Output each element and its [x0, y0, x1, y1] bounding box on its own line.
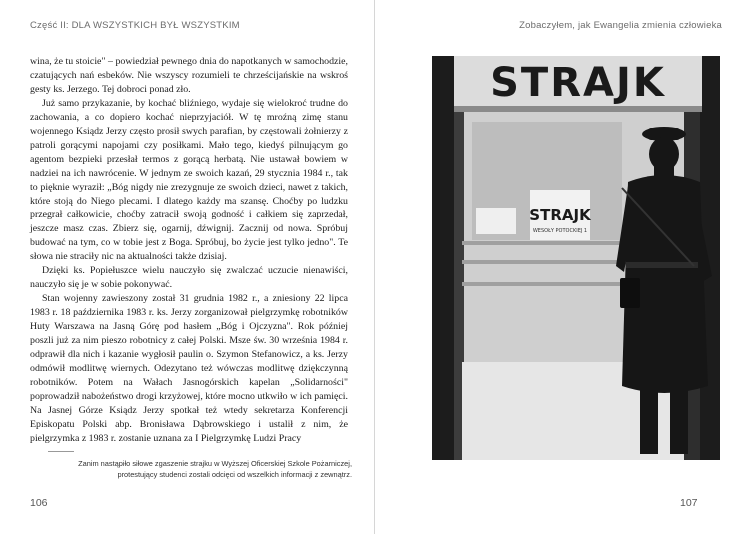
- running-head-right: Zobaczyłem, jak Ewangelia zmienia człowieka: [519, 20, 722, 31]
- photo-caption: Zanim nastąpiło siłowe zgaszenie strajku w Wyższej Oficerskiej Szkole Pożarniczej, protestujący studenci zostali odcięci od wszelkich informacji z zewnątrz.: [78, 459, 352, 479]
- body-text: [30, 55, 348, 446]
- caption-rule: [48, 451, 74, 452]
- soldier-belt: [626, 262, 698, 268]
- strike-photograph: [432, 56, 720, 460]
- notice-paper: [476, 208, 516, 234]
- door-sign-text: STRAJK: [529, 206, 591, 224]
- page-number-left: 106: [30, 497, 48, 509]
- window-frame: [454, 106, 702, 112]
- window-sign-text: STRAJK: [490, 60, 666, 106]
- paragraph: Już samo przykazanie, by kochać bliźniego, wydaje się wielokroć trudne do zachowania, a co dopiero kochać nieprzyjaciół. W tę mroźną zimę stanu wojennego Ksiądz Jerzy często prosił swych parafian, by częstowali żołnierzy z patroli gorącymi napojami czy posiłkami. Mało tego, kiedyś pilnującym go agentom bezpieki przesłał termos z gorącą herbatą. Nie ustawał bowiem w nadziei na ich nawrócenie. W jednym ze swoich kazań, 29 stycznia 1984 r., tak to pięknie wyraził: „Bóg nigdy nie zrezygnuje ze swoich dzieci, nawet z takich, które stoją do Niego plecami. I dlatego każdy ma szansę. Choćby po ludzku przegrał całkowicie, choćby zatracił swoją godność i całkiem się zaprzedał, jeszcze masz czas. Zbierz się, ogarnij, dźwignij. Zacznij od nowa. Spróbuj budować na tym, co w tobie jest z Boga. Spróbuj, bo życie jest tylko jedno". Te słowa nie straciły nic na aktualności także dzisiaj.: [30, 97, 348, 263]
- paragraph: Stan wojenny zawieszony został 31 grudnia 1982 r., a zniesiony 22 lipca 1983 r. 18 października 1983 r. ks. Jerzy zorganizował pielgrzymkę robotników Huty Warszawa na Jasną Górę pod hasłem „Bóg i Ojczyzna". Rok później poszli już za nim pieszo robotnicy z całej Polski. Msze św. 30 września 1984 r. odprawił dla nich i kazanie wygłosił paulin o. Szymon Stefanowicz, a ks. Jerzy odmówił modlitwę wiernych. Odezytano też wówczas modlitwę dziękczynną robotników. Potem na Wałach Jasnogórskich kapelan „Solidarności" poprowadził nabożeństwo drogi krzyżowej, które mocno utkwiło w ich pamięci. Na Jasnej Górze Ksiądz Jerzy spotkał też wtedy sekretarza Konferencji Episkopatu Polski abp. Bronisława Dąbrowskiego i ustalił z nim, że pielgrzymka z 1983 r. zostanie uznana za I Pielgrzymkę Ludzi Pracy: [30, 293, 348, 444]
- right-page: [375, 0, 750, 534]
- photo-image: [432, 56, 720, 460]
- door-sign-small-text: WESOŁY POTOCKIEJ 1: [532, 228, 588, 234]
- map-case: [620, 278, 640, 308]
- paragraph: Dzięki ks. Popiełuszce wielu nauczyło się zwalczać uczucie nienawiści, nauczyło się je w sobie pokonywać.: [30, 265, 348, 291]
- running-head-left: Część II: DLA WSZYSTKICH BYŁ WSZYSTKIM: [30, 20, 240, 31]
- page-number-right: 107: [680, 497, 698, 509]
- paragraph: wina, że tu stoicie" – powiedział pewnego dnia do napotkanych w samochodzie, czatujących nań esbeków. Nie wszyscy rozumieli te chrześcijańskie na wskroś gesty ks. Jerzego. Tej dobroci ponad zło.: [30, 56, 348, 95]
